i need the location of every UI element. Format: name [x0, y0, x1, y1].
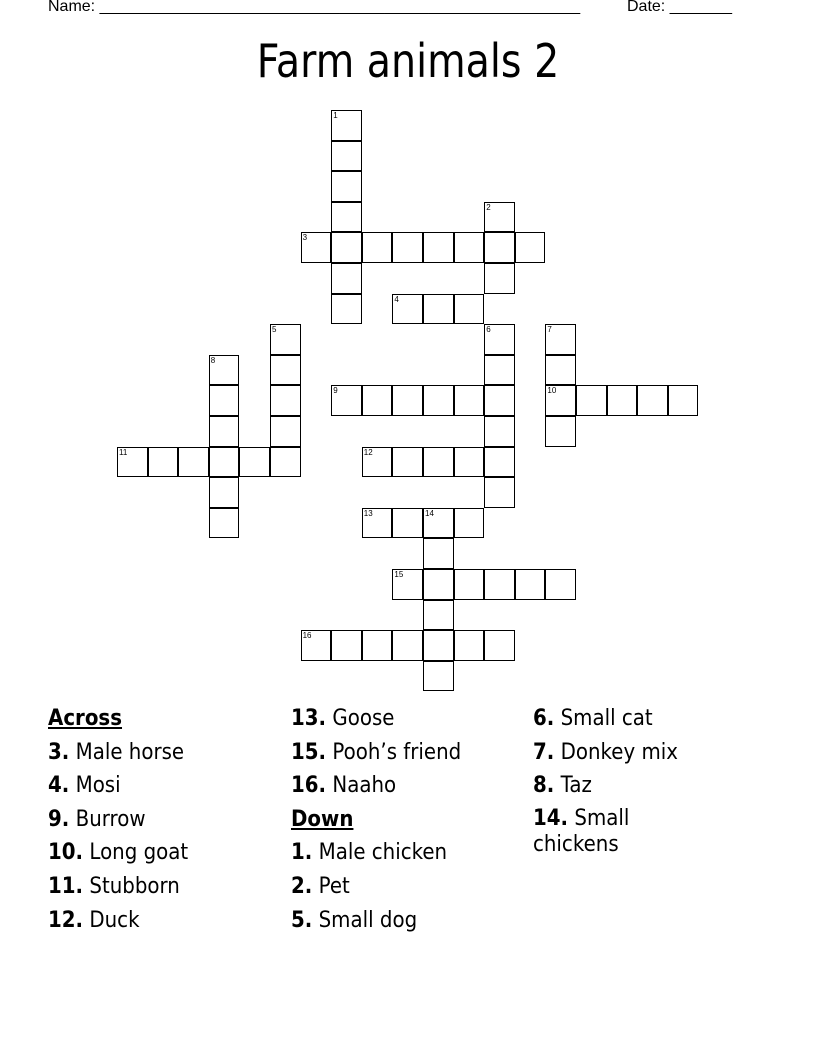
clue-text: Pet [318, 873, 350, 899]
clue-number: 9. [48, 806, 70, 832]
cell-number: 4 [394, 294, 399, 304]
cell-number: 6 [486, 325, 491, 335]
grid-cell[interactable] [392, 447, 423, 478]
cell-number: 7 [547, 325, 552, 335]
grid-cell[interactable] [545, 355, 576, 386]
clue-down-14 [533, 806, 713, 858]
clue-column-3 [533, 702, 733, 858]
grid-cell[interactable] [362, 447, 393, 478]
cell-number: 16 [302, 631, 312, 641]
grid-cell[interactable] [392, 232, 423, 263]
clue-text: Duck [89, 907, 140, 933]
grid-cell[interactable] [484, 416, 515, 447]
grid-cell[interactable] [454, 385, 485, 416]
clue-across-15 [291, 736, 461, 770]
clue-number: 15. [291, 739, 327, 765]
clue-number: 7. [533, 739, 555, 765]
clue-down-1 [291, 836, 461, 870]
grid-cell[interactable] [392, 630, 423, 661]
grid-cell[interactable] [423, 294, 454, 325]
grid-cell[interactable] [454, 447, 485, 478]
name-field-label: Name: ______________________________________________________ [48, 0, 581, 15]
clue-across-16 [291, 769, 461, 803]
grid-cell[interactable] [362, 508, 393, 539]
grid-cell[interactable] [423, 508, 454, 539]
cell-number: 1 [333, 111, 338, 120]
clue-down-5 [291, 904, 461, 938]
grid-cell[interactable] [423, 232, 454, 263]
grid-cell[interactable] [454, 630, 485, 661]
grid-cell[interactable] [484, 232, 515, 263]
clue-across-3 [48, 736, 188, 770]
grid-cell[interactable] [454, 569, 485, 600]
across-heading: Across [48, 706, 123, 731]
grid-cell[interactable] [209, 447, 240, 478]
grid-cell[interactable] [484, 355, 515, 386]
grid-cell[interactable] [209, 477, 240, 508]
cell-number: 8 [210, 355, 216, 365]
grid-cell[interactable] [392, 294, 423, 325]
clue-text: Long goat [89, 840, 189, 866]
grid-cell[interactable] [545, 385, 576, 416]
clue-number: 4. [48, 773, 70, 799]
grid-cell[interactable] [270, 447, 301, 478]
grid-cell[interactable] [209, 416, 240, 447]
grid-cell[interactable] [607, 385, 638, 416]
grid-cell[interactable] [423, 630, 454, 661]
grid-cell[interactable] [392, 385, 423, 416]
clue-text: Mosi [75, 773, 121, 799]
cell-number: 9 [333, 386, 338, 396]
clue-text: Small cat [560, 706, 653, 731]
cell-number: 2 [486, 202, 491, 212]
grid-cell[interactable] [484, 630, 515, 661]
clue-down-8 [533, 769, 713, 803]
grid-cell[interactable] [301, 232, 332, 263]
clue-across-10 [48, 836, 188, 870]
grid-cell[interactable] [270, 355, 301, 386]
clue-number: 10. [48, 840, 84, 866]
grid-cell[interactable] [270, 324, 301, 355]
grid-cell[interactable] [545, 569, 576, 600]
cell-number: 15 [394, 570, 404, 579]
clue-number: 14. [533, 805, 569, 831]
page-title: Farm animals 2 [256, 34, 560, 88]
grid-cell[interactable] [392, 508, 423, 539]
grid-cell[interactable] [209, 385, 240, 416]
cell-number: 12 [363, 447, 373, 457]
grid-cell[interactable] [331, 232, 362, 263]
grid-cell[interactable] [392, 569, 423, 600]
grid-cell[interactable] [423, 569, 454, 600]
grid-cell[interactable] [331, 202, 362, 233]
grid-cell[interactable] [484, 477, 515, 508]
cell-number: 5 [272, 325, 277, 335]
date-field-label: Date: _______ [627, 0, 732, 15]
grid-cell[interactable] [454, 294, 485, 325]
clue-across-4 [48, 769, 188, 803]
grid-cell[interactable] [331, 110, 362, 141]
grid-cell[interactable] [270, 385, 301, 416]
cell-number: 10 [547, 386, 557, 396]
grid-cell[interactable] [209, 508, 240, 539]
clue-column-2 [291, 702, 480, 937]
grid-cell[interactable] [423, 385, 454, 416]
grid-cell[interactable] [545, 416, 576, 447]
clue-down-6 [533, 702, 713, 736]
grid-cell[interactable] [178, 447, 209, 478]
grid-cell[interactable] [484, 324, 515, 355]
clue-text: Donkey mix [560, 739, 678, 765]
grid-cell[interactable] [148, 447, 179, 478]
grid-cell[interactable] [484, 202, 515, 233]
grid-cell[interactable] [423, 661, 454, 692]
grid-cell[interactable] [117, 447, 148, 478]
clue-across-9 [48, 803, 188, 837]
grid-cell[interactable] [270, 416, 301, 447]
clue-text: Naaho [332, 773, 397, 799]
grid-cell[interactable] [484, 263, 515, 294]
clue-number: 11. [48, 873, 84, 899]
clue-down-2 [291, 870, 461, 904]
grid-cell[interactable] [362, 232, 393, 263]
clue-text: Small dog [318, 907, 418, 933]
grid-cell[interactable] [423, 447, 454, 478]
grid-cell[interactable] [423, 600, 454, 631]
clue-number: 8. [533, 773, 555, 799]
clue-text: Burrow [75, 806, 146, 832]
clue-text: Stubborn [89, 873, 180, 899]
clue-text: Taz [560, 773, 592, 799]
grid-cell[interactable] [484, 385, 515, 416]
cell-number: 13 [363, 508, 373, 518]
cell-number: 14 [425, 508, 434, 518]
grid-cell[interactable] [484, 447, 515, 478]
clue-number: 16. [291, 773, 327, 799]
clue-text: Small chickens [533, 805, 630, 857]
grid-cell[interactable] [637, 385, 668, 416]
grid-cell[interactable] [331, 630, 362, 661]
grid-cell[interactable] [515, 232, 546, 263]
grid-cell[interactable] [454, 508, 485, 539]
grid-cell[interactable] [331, 141, 362, 172]
grid-cell[interactable] [362, 385, 393, 416]
clue-down-7 [533, 736, 713, 770]
clue-number: 13. [291, 706, 327, 731]
grid-cell[interactable] [454, 232, 485, 263]
clue-number: 6. [533, 706, 555, 731]
clue-across-11 [48, 870, 188, 904]
clue-text: Goose [332, 706, 395, 731]
grid-cell[interactable] [301, 630, 332, 661]
clue-column-1 [48, 702, 204, 937]
grid-cell[interactable] [668, 385, 699, 416]
clue-number: 12. [48, 907, 84, 933]
cell-number: 3 [302, 233, 308, 243]
cell-number: 11 [119, 447, 128, 457]
grid-cell[interactable] [331, 385, 362, 416]
clue-across-12 [48, 904, 188, 938]
grid-cell[interactable] [331, 263, 362, 294]
grid-cell[interactable] [331, 171, 362, 202]
clue-number: 5. [291, 907, 313, 933]
grid-cell[interactable] [515, 569, 546, 600]
clue-number: 2. [291, 873, 313, 899]
clue-text: Male chicken [318, 840, 448, 866]
clue-number: 1. [291, 840, 313, 866]
grid-cell[interactable] [239, 447, 270, 478]
clue-across-13 [291, 702, 461, 736]
clue-text: Male horse [75, 739, 185, 765]
grid-cell[interactable] [209, 355, 240, 386]
clue-text: Pooh’s friend [332, 739, 462, 765]
clue-number: 3. [48, 739, 70, 765]
grid-cell[interactable] [484, 569, 515, 600]
grid-cell[interactable] [423, 538, 454, 569]
grid-cell[interactable] [545, 324, 576, 355]
grid-cell[interactable] [331, 294, 362, 325]
grid-cell[interactable] [576, 385, 607, 416]
down-heading: Down [291, 806, 354, 832]
grid-cell[interactable] [362, 630, 393, 661]
